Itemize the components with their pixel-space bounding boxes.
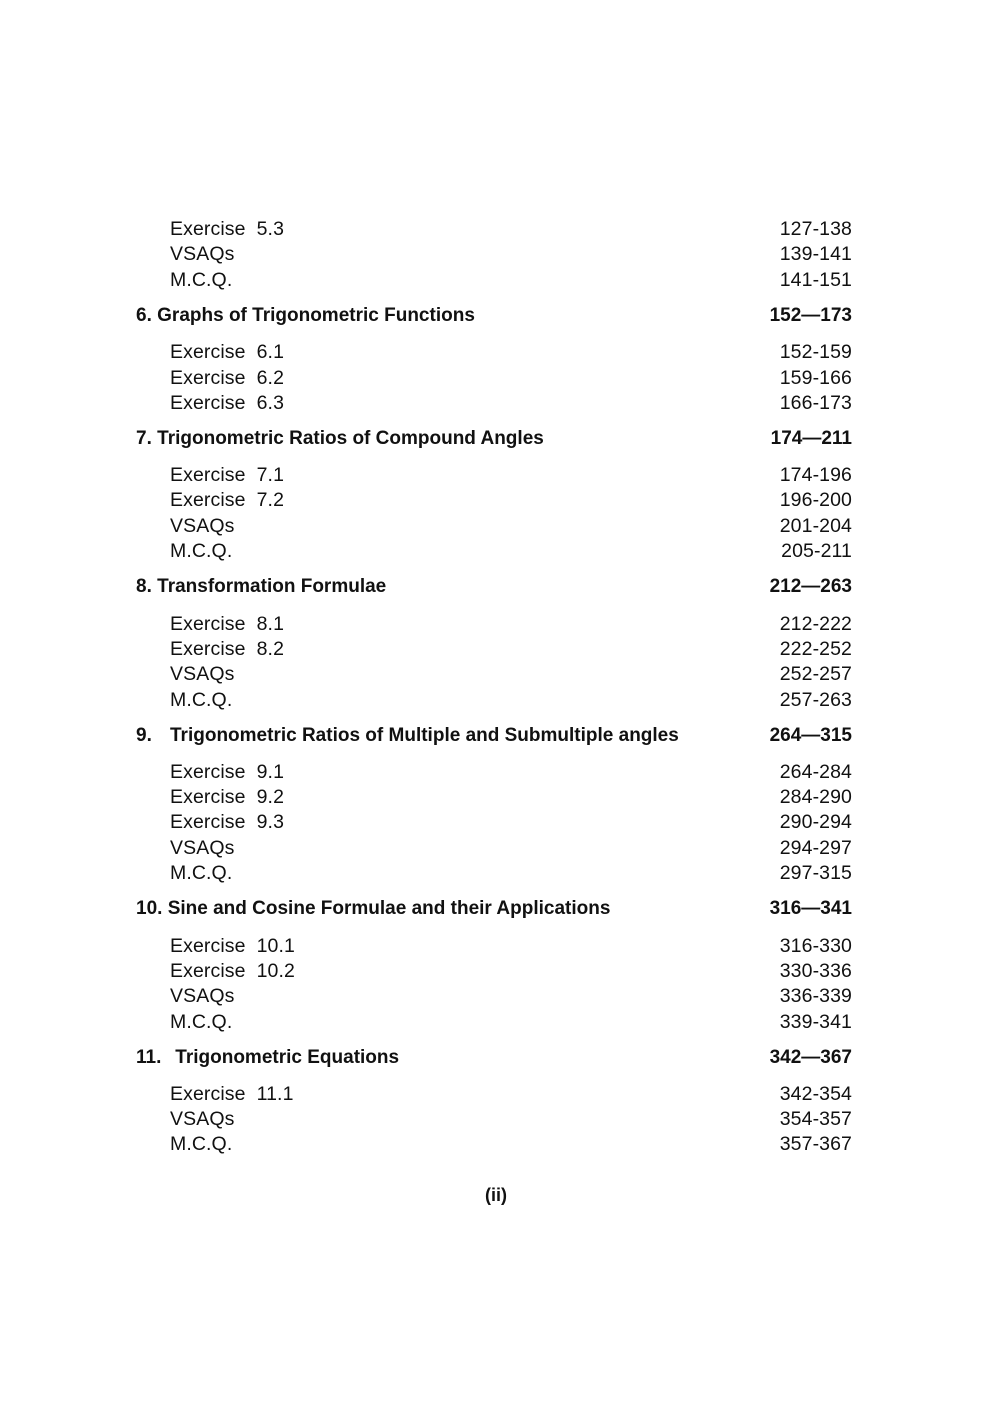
chapter-title <box>136 1046 399 1070</box>
toc-row-label: Exercise 8.2 <box>170 638 285 660</box>
toc-row-mcq-9 <box>136 861 852 885</box>
toc-row-label: VSAQs <box>170 515 235 537</box>
toc-row-pages: 152-159 <box>779 341 852 363</box>
toc-row-label: Exercise 7.1 <box>170 464 285 486</box>
toc-chapter-10-heading <box>136 897 852 921</box>
toc-row-vsaqs-5 <box>136 242 852 266</box>
chapter-title <box>136 304 475 328</box>
chapter-title-text: Trigonometric Ratios of Compound Angles <box>157 428 544 449</box>
toc-row-label: Exercise 9.1 <box>170 761 285 783</box>
chapter-pages: 174—211 <box>770 428 852 449</box>
toc-row-exercise-9-2 <box>136 785 852 809</box>
toc-row-pages: 290-294 <box>779 811 852 833</box>
toc-row-pages: 205-211 <box>781 540 852 562</box>
chapter-number: 11. <box>136 1047 162 1068</box>
toc-row-pages: 174-196 <box>779 464 852 486</box>
toc-row-pages: 141-151 <box>779 269 852 291</box>
chapter-title-text: Sine and Cosine Formulae and their Applications <box>167 898 611 919</box>
toc-row-pages: 139-141 <box>779 243 852 265</box>
toc-row-pages: 330-336 <box>779 960 852 982</box>
toc-row-pages: 357-367 <box>779 1133 852 1155</box>
toc-row-label: M.C.Q. <box>170 1011 233 1033</box>
toc-row-label: M.C.Q. <box>170 689 233 711</box>
chapter-pages: 152—173 <box>769 305 852 326</box>
toc-row-pages: 342-354 <box>779 1083 852 1105</box>
toc-row-label: Exercise 10.1 <box>170 935 295 957</box>
chapter-pages: 316—341 <box>769 898 852 919</box>
toc-row-exercise-11-1 <box>136 1082 852 1106</box>
toc-chapter-7-heading <box>136 427 852 451</box>
toc-row-label: VSAQs <box>170 663 235 685</box>
toc-row-label: VSAQs <box>170 985 235 1007</box>
toc-row-pages: 212-222 <box>779 613 852 635</box>
toc-row-pages: 257-263 <box>779 689 852 711</box>
toc-row-label: Exercise 7.2 <box>170 489 285 511</box>
toc-row-exercise-5-3 <box>136 217 852 241</box>
toc-row-pages: 166-173 <box>779 392 852 414</box>
toc-row-pages: 336-339 <box>779 985 852 1007</box>
toc-row-pages: 264-284 <box>779 761 852 783</box>
chapter-pages: 212—263 <box>769 576 852 597</box>
chapter-number: 9. <box>136 725 152 746</box>
toc-row-label: VSAQs <box>170 1108 235 1130</box>
chapter-title <box>136 575 386 599</box>
toc-row-pages: 316-330 <box>779 935 852 957</box>
toc-row-vsaqs-10 <box>136 984 852 1008</box>
toc-row-pages: 339-341 <box>779 1011 852 1033</box>
chapter-number: 7. <box>136 428 152 449</box>
toc-row-pages: 196-200 <box>779 489 852 511</box>
toc-row-label: Exercise 5.3 <box>170 218 285 240</box>
toc-row-label: Exercise 10.2 <box>170 960 295 982</box>
toc-row-label: Exercise 6.2 <box>170 367 285 389</box>
toc-row-label: M.C.Q. <box>170 269 233 291</box>
toc-row-mcq-10 <box>136 1010 852 1034</box>
toc-row-label: VSAQs <box>170 837 235 859</box>
toc-row-mcq-11 <box>136 1132 852 1156</box>
toc-row-exercise-6-2 <box>136 366 852 390</box>
toc-row-pages: 159-166 <box>779 367 852 389</box>
toc-row-exercise-10-1 <box>136 934 852 958</box>
toc-row-pages: 127-138 <box>779 218 852 240</box>
toc-row-label: M.C.Q. <box>170 1133 233 1155</box>
toc-row-label: VSAQs <box>170 243 235 265</box>
page-number: (ii) <box>485 1185 507 1205</box>
chapter-number: 10. <box>136 898 163 919</box>
toc-row-pages: 354-357 <box>779 1108 852 1130</box>
toc-row-pages: 201-204 <box>779 515 852 537</box>
toc-row-label: Exercise 9.3 <box>170 811 285 833</box>
toc-row-label: Exercise 6.3 <box>170 392 285 414</box>
toc-row-exercise-10-2 <box>136 959 852 983</box>
chapter-title <box>136 427 544 451</box>
toc-row-vsaqs-8 <box>136 662 852 686</box>
toc-row-mcq-5 <box>136 268 852 292</box>
toc-row-pages: 297-315 <box>779 862 852 884</box>
toc-row-vsaqs-9 <box>136 836 852 860</box>
toc-row-label: Exercise 6.1 <box>170 341 285 363</box>
toc-row-pages: 252-257 <box>779 663 852 685</box>
toc-row-label: M.C.Q. <box>170 540 233 562</box>
toc-chapter-9-heading <box>136 724 852 748</box>
chapter-title-text: Trigonometric Equations <box>175 1047 400 1068</box>
chapter-title-text: Transformation Formulae <box>157 576 387 597</box>
toc-row-pages: 284-290 <box>779 786 852 808</box>
chapter-pages: 342—367 <box>769 1047 852 1068</box>
toc-row-vsaqs-11 <box>136 1107 852 1131</box>
chapter-number: 6. <box>136 305 152 326</box>
toc-chapter-6-heading <box>136 304 852 328</box>
chapter-title <box>136 897 610 921</box>
toc-row-exercise-8-2 <box>136 637 852 661</box>
toc-row-label: Exercise 11.1 <box>170 1083 294 1105</box>
toc-row-exercise-7-1 <box>136 463 852 487</box>
chapter-pages: 264—315 <box>769 725 852 746</box>
toc-row-exercise-9-1 <box>136 760 852 784</box>
chapter-title <box>136 724 679 748</box>
toc-row-mcq-8 <box>136 688 852 712</box>
toc-row-exercise-8-1 <box>136 612 852 636</box>
toc-row-pages: 294-297 <box>779 837 852 859</box>
toc-row-exercise-7-2 <box>136 488 852 512</box>
toc-row-pages: 222-252 <box>779 638 852 660</box>
chapter-number: 8. <box>136 576 152 597</box>
toc-row-label: Exercise 9.2 <box>170 786 285 808</box>
toc-row-vsaqs-7 <box>136 514 852 538</box>
toc-row-mcq-7 <box>136 539 852 563</box>
toc-row-exercise-6-1 <box>136 340 852 364</box>
toc-chapter-8-heading <box>136 575 852 599</box>
toc-row-exercise-6-3 <box>136 391 852 415</box>
chapter-title-text: Trigonometric Ratios of Multiple and Submultiple angles <box>170 725 679 746</box>
chapter-title-text: Graphs of Trigonometric Functions <box>157 305 475 326</box>
toc-row-exercise-9-3 <box>136 810 852 834</box>
toc-row-label: M.C.Q. <box>170 862 233 884</box>
toc-chapter-11-heading <box>136 1046 852 1070</box>
toc-row-label: Exercise 8.1 <box>170 613 285 635</box>
